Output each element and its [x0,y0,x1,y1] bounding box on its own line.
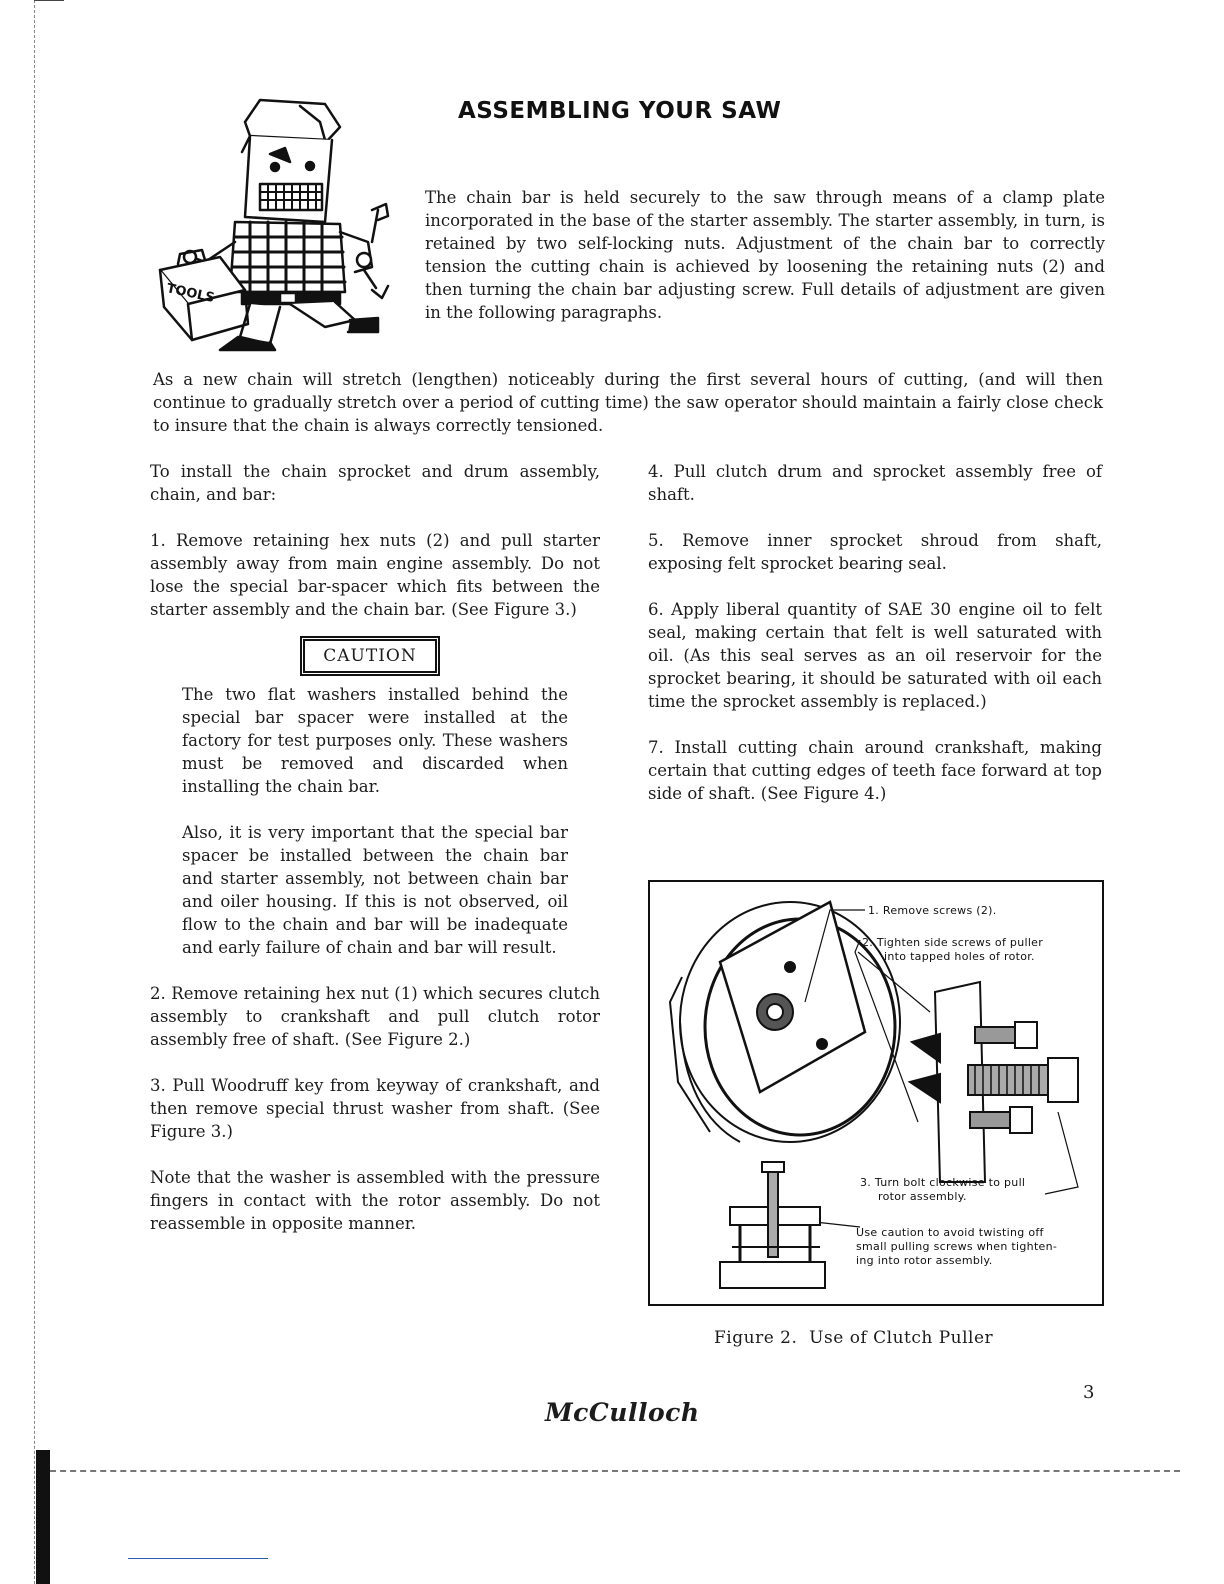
callout-2-line2: into tapped holes of rotor. [884,950,1035,963]
install-intro: To install the chain sprocket and drum assembly, chain, and bar: [150,462,600,504]
scan-edge-mark [36,1450,50,1584]
bottom-rule [40,1470,1180,1472]
callout-1: 1. Remove screws (2). [868,904,997,917]
step-1: 1. Remove retaining hex nuts (2) and pull starter assembly away from main engine assembly. Do not lose the special bar-spacer which fits between the starter assembly and the chain bar. (See Figure 3.) [150,531,600,619]
page-number: 3 [1083,1382,1095,1403]
caution-badge: CAUTION [303,639,436,673]
step-4: 4. Pull clutch drum and sprocket assembly free of shaft. [648,462,1102,504]
page-edge-left [34,0,36,1584]
step-2: 2. Remove retaining hex nut (1) which secures clutch assembly to crankshaft and pull clutch rotor assembly free of shaft. (See Figure 2.) [150,984,600,1049]
mascot-illustration [150,92,400,354]
right-column [648,460,1102,805]
callout-4-line1: Use caution to avoid twisting off [856,1226,1044,1239]
step-5: 5. Remove inner sprocket shroud from shaft, exposing felt sprocket bearing seal. [648,531,1102,573]
page-corner-mark [34,0,64,1]
callout-3-line2: rotor assembly. [878,1190,967,1203]
footer-line [128,1558,268,1559]
callout-4-line3: ing into rotor assembly. [856,1254,993,1267]
step-7: 7. Install cutting chain around crankshaft, making certain that cutting edges of teeth face forward at top side of shaft. (See Figure 4.) [648,738,1102,803]
step-6: 6. Apply liberal quantity of SAE 30 engine oil to felt seal, making certain that felt is well saturated with oil. (As this seal serves as an oil reservoir for the sprocket bearing, it should be saturated with oil each time the sprocket assembly is replaced.) [648,600,1102,711]
chain-stretch-paragraph: As a new chain will stretch (lengthen) noticeably during the first several hours of cutting, (and will then continue to gradually stretch over a period of cutting time) the saw operator should maintain a fairly close check to insure that the chain is always correctly tensioned. [153,370,1103,435]
caution-text-1: The two flat washers installed behind the special bar spacer were installed at the factory for test purposes only. These washers must be removed and discarded when installing the chain bar. [182,685,568,796]
step-3: 3. Pull Woodruff key from keyway of crankshaft, and then remove special thrust washer from shaft. (See Figure 3.) [150,1076,600,1141]
callout-2-line1: 2. Tighten side screws of puller [862,936,1044,949]
assembly-note: Note that the washer is assembled with the pressure fingers in contact with the rotor assembly. Do not reassemble in opposite manner. [150,1168,600,1233]
figure-clutch-puller [648,880,1104,1306]
figure-caption: Figure 2. Use of Clutch Puller [714,1328,994,1348]
left-column [150,460,600,1235]
caution-text-2: Also, it is very important that the special bar spacer be installed between the chain bar and starter assembly, not between chain bar and oiler housing. If this is not observed, oil flow to the chain and bar will be inadequate and early failure of chain and bar will result. [182,823,568,957]
callout-3-line1: 3. Turn bolt clockwise to pull [860,1176,1026,1189]
toolbox-label: TOOLS [165,281,216,307]
intro-paragraph: The chain bar is held securely to the saw through means of a clamp plate incorporated in the base of the starter assembly. The starter assembly, in turn, is retained by two self-locking nuts. Adjustment of the chain bar to correctly tension the cutting chain is achieved by loosening the retaining nuts (2) and then turning the chain bar adjusting screw. Full details of adjustment are given in the following paragraphs. [425,188,1105,322]
page-title: ASSEMBLING YOUR SAW [458,98,782,124]
brand-logo: McCulloch [545,1398,700,1427]
callout-4-line2: small pulling screws when tighten- [856,1240,1058,1253]
